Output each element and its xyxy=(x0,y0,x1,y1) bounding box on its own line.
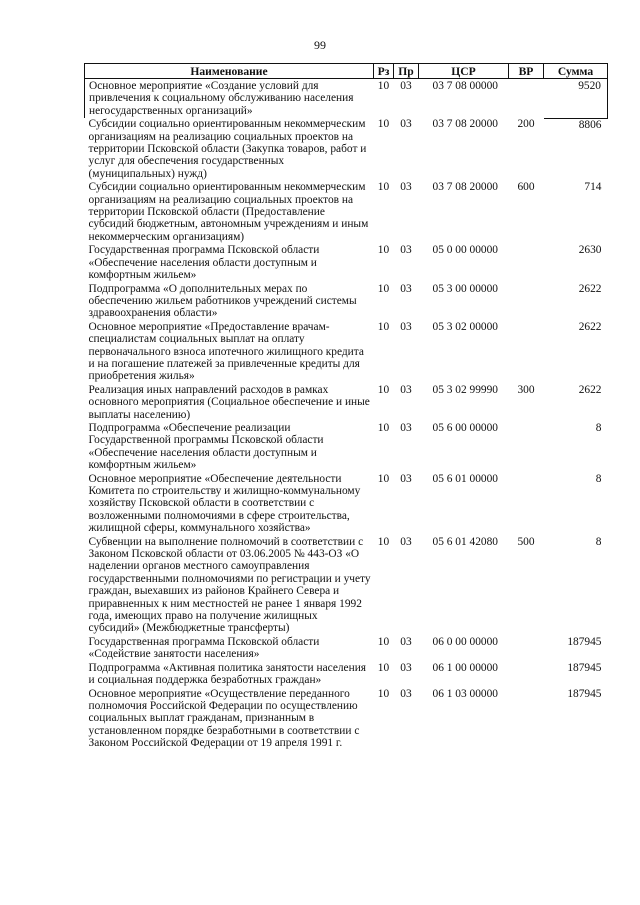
header-rz: Рз xyxy=(374,64,394,79)
cell-csr: 05 6 00 00000 xyxy=(432,421,498,434)
cell-vr xyxy=(509,636,544,662)
cell-csr: 03 7 08 20000 xyxy=(432,118,498,131)
cell-vr xyxy=(509,662,544,688)
cell-name: Государственная программа Псковской области «Обеспечение населения области доступным и комфортным жильем» xyxy=(88,244,320,282)
cell-rz: 10 xyxy=(377,80,390,92)
cell-rz: 10 xyxy=(377,635,390,648)
cell-csr: 06 0 00 00000 xyxy=(432,635,498,648)
cell-rz: 10 xyxy=(377,383,390,396)
cell-pr: 03 xyxy=(400,661,412,674)
table-row xyxy=(85,321,608,384)
cell-vr xyxy=(509,244,544,282)
cell-csr: 03 7 08 00000 xyxy=(432,80,498,92)
cell-vr: 600 xyxy=(517,181,535,194)
table-header-row xyxy=(85,64,608,79)
cell-rz: 10 xyxy=(377,320,390,333)
cell-csr: 05 3 02 00000 xyxy=(432,320,498,333)
cell-rz: 10 xyxy=(377,661,390,674)
cell-name: Субвенции на выполнение полномочий в соответствии с Законом Псковской области от 03.06.2005 № 443-ОЗ «О наделении органов местного самоуправления государственными полномочиями по регистрации и учету граждан, выехавших из районов Крайнего Севера и приравненных к ним местностей не ранее 1 января 1992 года, имеющих право на получение жилищных субсидий» (Межбюджетные трансферты) xyxy=(88,535,371,635)
cell-pr: 03 xyxy=(400,421,412,434)
cell-pr: 03 xyxy=(400,535,412,548)
header-csr: ЦСР xyxy=(419,64,509,79)
cell-rz: 10 xyxy=(377,421,390,434)
table-row xyxy=(85,536,608,636)
cell-vr xyxy=(509,321,544,384)
table-row xyxy=(85,244,608,282)
cell-name: Основное мероприятие «Осуществление переданного полномочия Российской Федерации по осуществлению социальных выплат гражданам, признанным в установленном порядке безработными в соответствии с Законом Российской Федерации от 19 апреля 1991 г. xyxy=(88,687,360,750)
cell-csr: 05 6 01 00000 xyxy=(432,472,498,485)
cell-rz: 10 xyxy=(377,282,390,295)
cell-pr: 03 xyxy=(400,118,412,131)
header-pr: Пр xyxy=(394,64,419,79)
table-row xyxy=(85,283,608,321)
cell-sum: 2622 xyxy=(578,383,602,396)
cell-sum: 8 xyxy=(595,421,602,434)
cell-pr: 03 xyxy=(400,282,412,295)
table-row xyxy=(85,662,608,688)
cell-csr: 05 3 02 99990 xyxy=(432,383,498,396)
cell-name: Основное мероприятие «Создание условий для привлечения к социальному обслуживанию населения негосударственных организаций» xyxy=(85,79,374,119)
cell-csr: 03 7 08 20000 xyxy=(432,181,498,194)
cell-pr: 03 xyxy=(400,472,412,485)
cell-pr: 03 xyxy=(400,181,412,194)
cell-sum: 9520 xyxy=(544,79,608,119)
cell-pr: 03 xyxy=(400,383,412,396)
header-sum: Сумма xyxy=(544,64,608,79)
cell-rz: 10 xyxy=(377,687,390,700)
cell-name: Субсидии социально ориентированным некоммерческим организациям на реализацию социальных проектов на территории Псковской области (Закупка товаров, работ и услуг для обеспечения государственных (муниципальных) нужд) xyxy=(88,118,367,180)
cell-pr: 03 xyxy=(400,635,412,648)
cell-csr: 06 1 03 00000 xyxy=(432,687,498,700)
cell-name: Основное мероприятие «Предоставление врачам-специалистам социальных выплат на оплату первоначального взноса ипотечного жилищного кредита и на погашение платежей за привлеченные кредиты для приобретения жилья» xyxy=(88,320,364,383)
cell-vr: 300 xyxy=(517,383,535,396)
cell-sum: 187945 xyxy=(567,687,602,700)
table-row xyxy=(85,118,608,181)
cell-csr: 05 3 00 00000 xyxy=(432,282,498,295)
cell-name: Подпрограмма «О дополнительных мерах по обеспечению жильем работников учреждений системы здравоохранения области» xyxy=(88,282,357,320)
cell-name: Подпрограмма «Активная политика занятости населения и социальная поддержка безработных граждан» xyxy=(88,661,367,687)
cell-vr xyxy=(509,473,544,536)
table-row xyxy=(85,181,608,244)
cell-vr xyxy=(509,79,544,119)
cell-sum: 8806 xyxy=(578,118,602,131)
cell-sum: 2622 xyxy=(578,282,602,295)
cell-rz: 10 xyxy=(377,535,390,548)
cell-rz: 10 xyxy=(377,181,390,194)
cell-rz: 10 xyxy=(377,472,390,485)
cell-sum: 8 xyxy=(595,472,602,485)
cell-name: Реализация иных направлений расходов в рамках основного мероприятия (Социальное обеспечение и иные выплаты населению) xyxy=(88,383,370,421)
cell-pr: 03 xyxy=(400,687,412,700)
cell-pr: 03 xyxy=(400,320,412,333)
table-row xyxy=(85,636,608,662)
table-row xyxy=(85,79,608,119)
cell-rz: 10 xyxy=(377,244,390,257)
table-row xyxy=(85,384,608,422)
cell-sum: 714 xyxy=(584,181,602,194)
header-vr: ВР xyxy=(509,64,544,79)
cell-name: Государственная программа Псковской области «Содействие занятости населения» xyxy=(88,635,320,661)
table-row xyxy=(85,473,608,536)
cell-sum: 2622 xyxy=(578,320,602,333)
table-body xyxy=(85,79,608,751)
cell-pr: 03 xyxy=(400,244,412,257)
cell-csr: 06 1 00 00000 xyxy=(432,661,498,674)
cell-name: Основное мероприятие «Обеспечение деятельности Комитета по строительству и жилищно-коммунальному хозяйству Псковской области в соответствии с возложенными полномочиями в сфере строительства, жилищной сферы, коммунального хозяйства» xyxy=(88,472,361,535)
cell-sum: 2630 xyxy=(578,244,602,257)
cell-sum: 187945 xyxy=(567,661,602,674)
page-number: 99 xyxy=(314,38,326,52)
table-row xyxy=(85,422,608,473)
cell-csr: 05 0 00 00000 xyxy=(432,244,498,257)
cell-sum: 187945 xyxy=(567,635,602,648)
cell-rz: 10 xyxy=(377,118,390,131)
budget-table xyxy=(84,63,608,751)
cell-name: Субсидии социально ориентированным некоммерческим организациям на реализацию социальных проектов на территории Псковской области (Предоставление субсидий бюджетным, автономным учреждениям и иным некоммерческим организациям) xyxy=(88,181,369,243)
cell-name: Подпрограмма «Обеспечение реализации Государственной программы Псковской области «Обеспечение населения области доступным и комфортным жильем» xyxy=(88,421,324,472)
cell-vr xyxy=(509,688,544,751)
cell-pr: 03 xyxy=(400,80,412,92)
cell-sum: 8 xyxy=(595,535,602,548)
cell-vr xyxy=(509,283,544,321)
cell-csr: 05 6 01 42080 xyxy=(432,535,498,548)
header-name: Наименование xyxy=(85,64,374,79)
cell-vr xyxy=(509,422,544,473)
cell-vr: 500 xyxy=(517,535,535,548)
cell-vr: 200 xyxy=(517,118,535,131)
table-row xyxy=(85,688,608,751)
